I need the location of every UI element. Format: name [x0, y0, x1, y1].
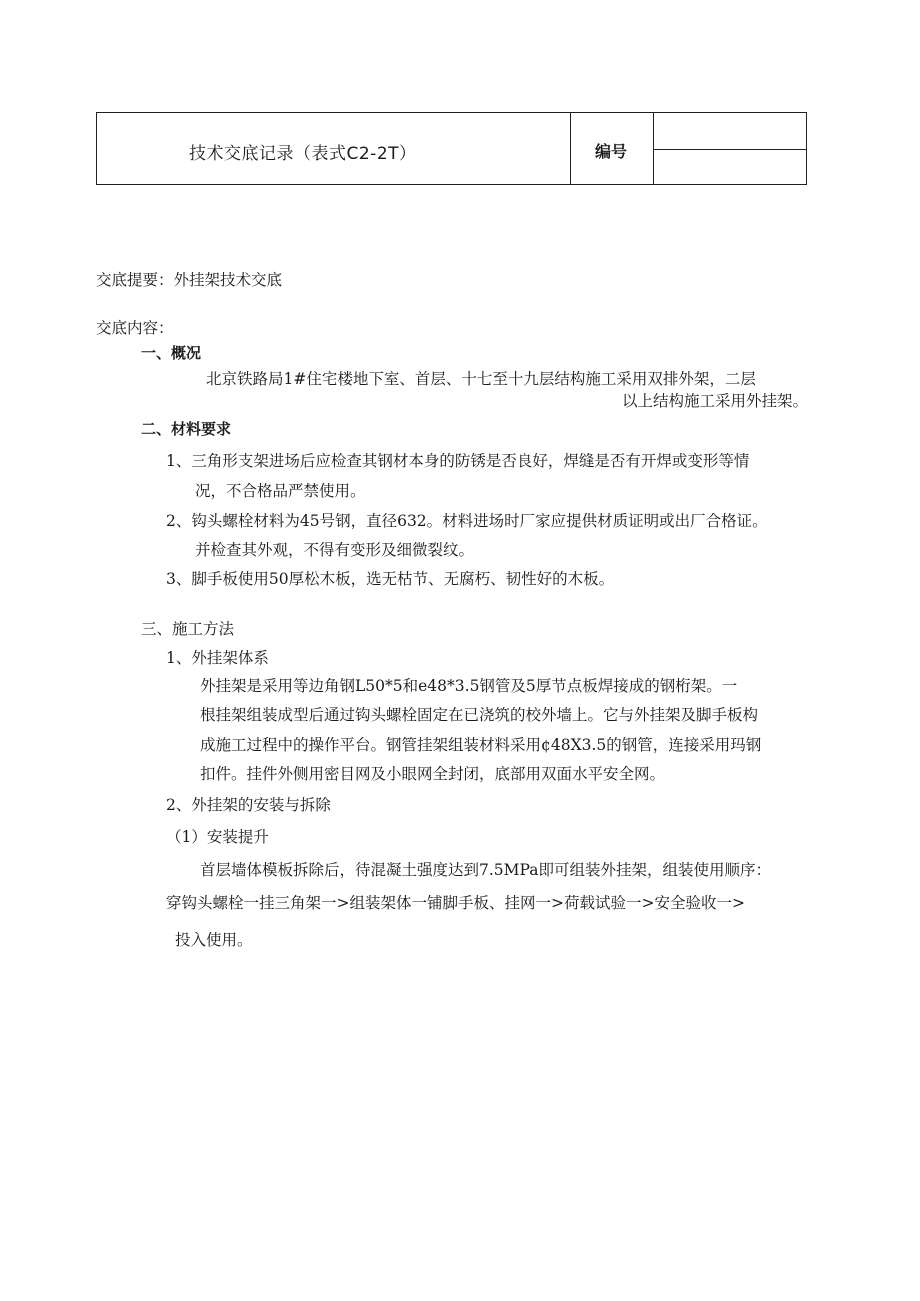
- section-3-sub-1-line-3: 成施工过程中的操作平台。钢管挂架组装材料采用¢48X3.5的钢管，连接采用玛钢: [200, 736, 762, 754]
- section-2-item-2-line-1: 2、钩头螺栓材料为45号钢，直径632。材料进场时厂家应提供材质证明或出厂合格证。: [166, 512, 768, 530]
- header-number-value-cell: [654, 113, 806, 184]
- section-3-sub-2-line-2: 穿钩头螺栓一挂三角架一>组装架体一铺脚手板、挂网一>荷载试验一>安全验收一>: [166, 894, 745, 912]
- header-table: [96, 112, 807, 185]
- section-2-item-1-line-2: 况，不合格品严禁使用。: [195, 482, 366, 500]
- section-1-para-line-2: 以上结构施工采用外挂架。: [621, 392, 808, 410]
- section-3-sub-1-heading: 1、外挂架体系: [166, 649, 269, 667]
- header-number-label-cell: [571, 113, 654, 184]
- section-3-sub-1-line-1: 外挂架是采用等边角钢L50*5和e48*3.5钢管及5厚节点板焊接成的钢桁架。一: [200, 677, 738, 695]
- number-label: 编号: [595, 142, 628, 161]
- content-label: 交底内容：: [96, 319, 174, 337]
- section-3-sub-2-item-heading: （1）安装提升: [166, 828, 269, 846]
- summary-value: 外挂架技术交底: [173, 271, 283, 289]
- section-3-sub-2-heading: 2、外挂架的安装与拆除: [166, 796, 331, 814]
- section-2-item-1-line-1: 1、三角形支架进场后应检查其钢材本身的防锈是否良好，焊缝是否有开焊或变形等情: [166, 452, 750, 470]
- section-3-sub-1-line-2: 根挂架组装成型后通过钩头螺栓固定在已浇筑的校外墙上。它与外挂架及脚手板构: [200, 706, 759, 724]
- section-1-heading: 一、概况: [141, 344, 202, 362]
- section-2-heading: 二、材料要求: [141, 420, 232, 438]
- section-2-item-3-line-1: 3、脚手板使用50厚松木板，选无枯节、无腐朽、韧性好的木板。: [166, 570, 615, 588]
- summary-line: [96, 268, 282, 290]
- section-3-sub-2-line-1: 首层墙体模板拆除后，待混凝土强度达到7.5MPa即可组装外挂架，组装使用顺序：: [200, 861, 771, 879]
- document-title: 技术交底记录（表式C2-2T）: [189, 144, 417, 164]
- section-3-heading: 三、施工方法: [141, 620, 235, 638]
- section-1-para-line-1: 北京铁路局1#住宅楼地下室、首层、十七至十九层结构施工采用双排外架，二层: [206, 370, 756, 388]
- section-3-sub-2-line-3: 投入使用。: [175, 931, 253, 949]
- section-2-item-2-line-2: 并检查其外观，不得有变形及细微裂纹。: [195, 541, 475, 559]
- summary-label: 交底提要：: [96, 271, 174, 289]
- number-cell-divider: [654, 149, 806, 150]
- header-title-cell: [97, 113, 571, 184]
- section-3-sub-1-line-4: 扣件。挂件外侧用密目网及小眼网全封闭，底部用双面水平安全网。: [200, 765, 666, 783]
